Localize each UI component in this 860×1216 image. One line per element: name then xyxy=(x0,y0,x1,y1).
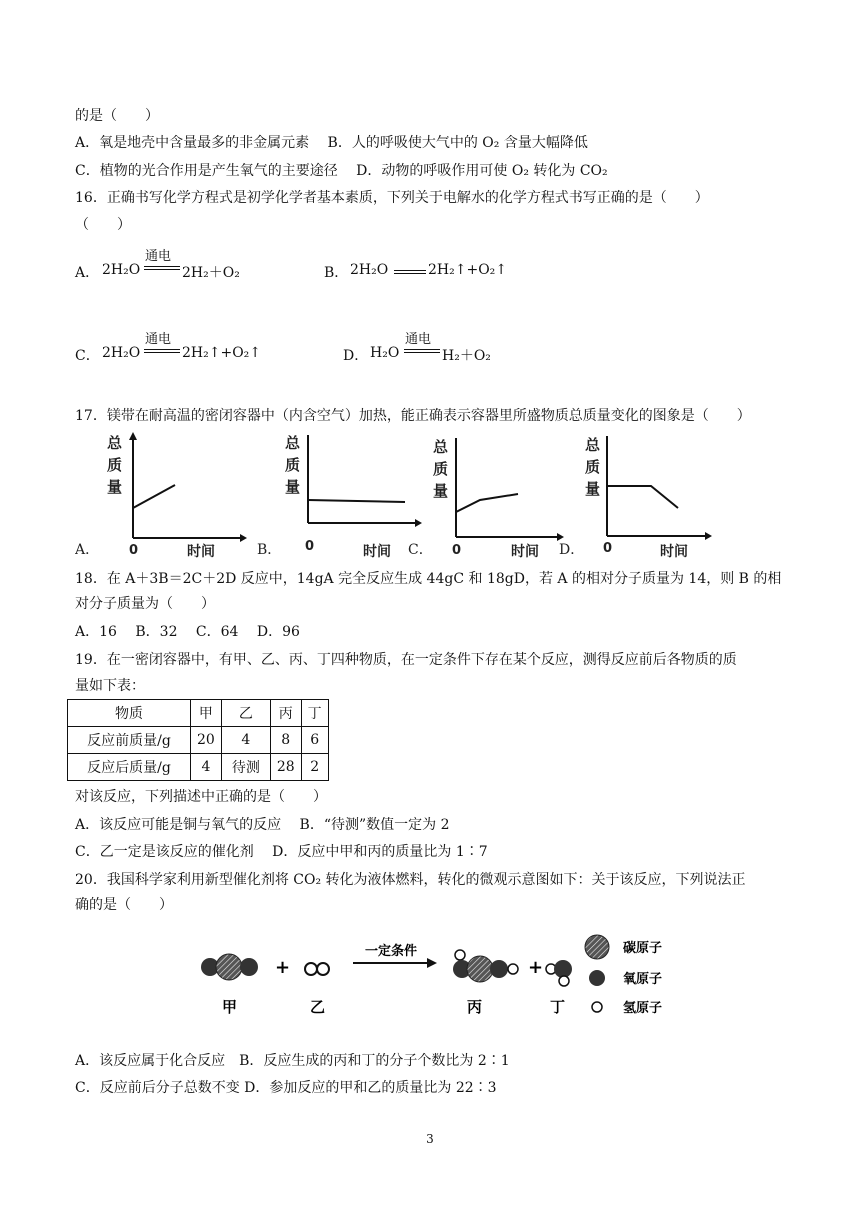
q19-options-ab: A．该反应可能是铜与氧气的反应 B．“待测”数值一定为 2 xyxy=(75,817,450,833)
q20-options-cd: C．反应前后分子总数不变 D．参加反应的甲和乙的质量比为 22∶3 xyxy=(75,1080,497,1096)
table-cell: 20 xyxy=(191,727,222,754)
q15-options-ab: A．氧是地壳中含量最多的非金属元素 B．人的呼吸使大气中的 O₂ 含量大幅降低 xyxy=(75,135,588,151)
equation-double-line xyxy=(394,270,426,274)
equation-lhs: H₂O xyxy=(370,345,400,361)
equation-rhs: H₂＋O₂ xyxy=(442,348,491,364)
origin-label: 0 xyxy=(452,543,462,558)
page-number: 3 xyxy=(426,1132,434,1146)
q19-table xyxy=(67,699,329,781)
x-label: 时间 xyxy=(187,544,215,560)
table-cell: 甲 xyxy=(191,700,222,727)
y-label-char: 质 xyxy=(433,460,449,478)
q17-stem: 17．镁带在耐高温的密闭容器中（内含空气）加热，能正确表示容器里所盛物质总质量变化的图象是（ ） xyxy=(75,408,751,424)
option-d-label: D． xyxy=(559,542,585,558)
q20-diagram xyxy=(195,925,685,1025)
y-label-char: 质 xyxy=(107,456,123,474)
option-label: A． xyxy=(75,265,100,281)
y-label-char: 量 xyxy=(285,478,301,496)
table-cell: 丙 xyxy=(270,700,301,727)
table-cell: 8 xyxy=(270,727,301,754)
graph-a xyxy=(75,432,247,560)
plus-sign: + xyxy=(275,957,291,978)
q16-stem: 16．正确书写化学方程式是初学化学者基本素质，下列关于电解水的化学方程式书写正确的是（ ） xyxy=(75,190,709,206)
q20-stem: 20．我国科学家利用新型催化剂将 CO₂ 转化为液体燃料，转化的微观示意图如下：关于该反应，下列说法正 xyxy=(75,872,746,888)
equation-condition: 通电 xyxy=(145,249,172,264)
x-label: 时间 xyxy=(363,544,391,560)
table-header-row xyxy=(68,700,329,727)
option-label: B． xyxy=(324,265,349,281)
origin-label: 0 xyxy=(129,543,139,558)
q19-stem-cont: 量如下表： xyxy=(75,678,145,694)
option-a-label: A． xyxy=(75,542,100,558)
q18-options: A．16 B．32 C．64 D．96 xyxy=(75,624,300,640)
equation-lhs: 2H₂O xyxy=(102,262,141,278)
x-label: 时间 xyxy=(511,544,539,560)
origin-label: 0 xyxy=(603,541,613,556)
molecule-co2 xyxy=(201,954,258,980)
x-label: 时间 xyxy=(660,544,688,560)
option-b-label: B． xyxy=(257,542,282,558)
table-cell: 28 xyxy=(270,754,301,781)
origin-label: 0 xyxy=(305,539,315,554)
equation-condition: 通电 xyxy=(145,332,172,347)
graph-b xyxy=(257,434,422,560)
table-cell: 4 xyxy=(221,727,270,754)
equation-double-line xyxy=(144,349,180,353)
q19-options-cd: C．乙一定是该反应的催化剂 D．反应中甲和丙的质量比为 1∶7 xyxy=(75,844,488,860)
plus-sign: + xyxy=(528,957,544,978)
legend-carbon: 碳原子 xyxy=(623,941,663,956)
q18-stem: 18．在 A＋3B＝2C＋2D 反应中，14gA 完全反应生成 44gC 和 18gD，若 A 的相对分子质量为 14，则 B 的相 xyxy=(75,571,782,587)
option-label: D． xyxy=(343,348,369,364)
arrow-label: 一定条件 xyxy=(365,944,418,959)
y-label-char: 量 xyxy=(433,482,449,500)
table-cell: 待测 xyxy=(221,754,270,781)
q20-options-ab: A．该反应属于化合反应 B．反应生成的丙和丁的分子个数比为 2∶1 xyxy=(75,1053,510,1069)
equation-rhs: 2H₂↑+O₂↑ xyxy=(428,262,508,278)
table-row xyxy=(68,754,329,781)
y-label-char: 总 xyxy=(433,438,449,456)
q19-question: 对该反应，下列描述中正确的是（ ） xyxy=(75,789,327,805)
equation-double-line xyxy=(144,266,180,270)
equation-double-line xyxy=(404,349,440,353)
legend-hydrogen: 氢原子 xyxy=(623,1001,663,1016)
table-cell: 6 xyxy=(301,727,328,754)
label-yi: 乙 xyxy=(310,998,326,1016)
option-label: C． xyxy=(75,348,100,364)
y-label-char: 总 xyxy=(585,436,601,454)
graph-d xyxy=(559,436,712,560)
q19-stem: 19．在一密闭容器中，有甲、乙、丙、丁四种物质，在一定条件下存在某个反应，测得反应前后各物质的质 xyxy=(75,652,737,668)
q20-stem-cont: 确的是（ ） xyxy=(75,897,173,913)
table-cell: 物质 xyxy=(68,700,191,727)
graph-c xyxy=(408,438,564,560)
table-row xyxy=(68,727,329,754)
molecule-h2 xyxy=(305,963,329,975)
y-label-char: 量 xyxy=(107,478,123,496)
legend-oxygen: 氧原子 xyxy=(623,972,663,987)
q16-stem-cont: （ ） xyxy=(75,217,131,233)
molecule-h2o xyxy=(546,960,572,986)
y-label-char: 质 xyxy=(285,456,301,474)
q17-graphs xyxy=(75,430,775,565)
label-ding: 丁 xyxy=(550,998,566,1016)
equation-rhs: 2H₂↑+O₂↑ xyxy=(182,345,262,361)
equation-condition: 通电 xyxy=(405,332,432,347)
legend xyxy=(585,935,662,1016)
q15-options-cd: C．植物的光合作用是产生氧气的主要途径 D．动物的呼吸作用可使 O₂ 转化为 CO₂ xyxy=(75,163,608,179)
label-bing: 丙 xyxy=(467,998,483,1016)
table-cell: 乙 xyxy=(221,700,270,727)
label-jia: 甲 xyxy=(222,998,238,1016)
y-label-char: 总 xyxy=(107,434,123,452)
q15-stem-tail: 的是（ ） xyxy=(75,108,159,124)
table-cell: 丁 xyxy=(301,700,328,727)
equation-rhs: 2H₂＋O₂ xyxy=(182,265,240,281)
equation-lhs: 2H₂O xyxy=(350,262,389,278)
table-cell: 反应后质量/g xyxy=(68,754,191,781)
y-label-char: 量 xyxy=(585,480,601,498)
equation-lhs: 2H₂O xyxy=(102,345,141,361)
table-cell: 反应前质量/g xyxy=(68,727,191,754)
y-label-char: 质 xyxy=(585,458,601,476)
molecule-product-c xyxy=(453,950,518,982)
y-label-char: 总 xyxy=(285,434,301,452)
table-cell: 2 xyxy=(301,754,328,781)
option-c-label: C． xyxy=(408,542,433,558)
table-cell: 4 xyxy=(191,754,222,781)
q18-stem-cont: 对分子质量为（ ） xyxy=(75,596,215,612)
